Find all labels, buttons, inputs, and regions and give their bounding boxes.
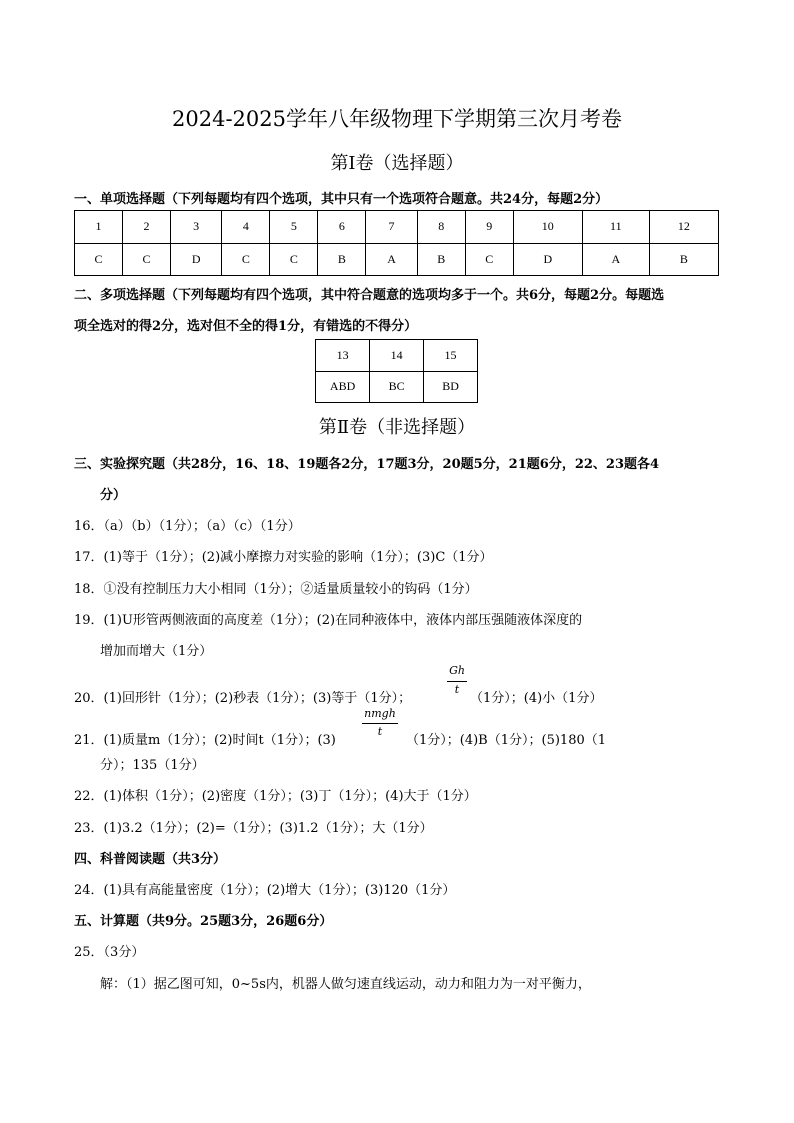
answer-q21-text-after: （1分）；(4)B（1分）；(5)180（1	[406, 733, 607, 748]
q20-fraction-numerator: Gh	[449, 664, 465, 677]
answer-q21-line2: 分）；135（1分）	[100, 758, 205, 773]
question-number: 15	[424, 340, 478, 372]
answer-cell: B	[649, 243, 718, 276]
question-number: 5	[270, 211, 318, 244]
answer-q25-solution: 解：（1）据乙图可知，0~5s内，机器人做匀速直线运动，动力和阻力为一对平衡力，	[100, 977, 591, 992]
answer-q23: 23．(1)3.2（1分）；(2)=（1分）；(3)1.2（1分）；大（1分）	[74, 821, 433, 836]
table-row	[75, 211, 719, 244]
answer-q19-line1: 19．(1)U形管两侧液面的高度差（1分）；(2)在同种液体中，液体内部压强随液体深度的	[74, 613, 583, 628]
table-row	[75, 243, 719, 276]
question-number: 7	[366, 211, 417, 244]
answer-q25-heading: 25．（3分）	[74, 945, 145, 960]
q20-fraction-bar	[447, 681, 467, 682]
multi-choice-answer-table	[315, 339, 478, 403]
answer-q17: 17．(1)等于（1分）；(2)减小摩擦力对实验的影响（1分）；(3)C（1分）	[74, 550, 493, 565]
question-number: 2	[122, 211, 170, 244]
part2-title: 第Ⅱ卷（非选择题）	[318, 417, 476, 438]
answer-q21-text: 21．(1)质量m（1分）；(2)时间t（1分）；(3)	[74, 733, 336, 748]
question-number: 8	[417, 211, 465, 244]
question-number: 1	[75, 211, 123, 244]
question-number: 13	[316, 340, 370, 372]
answer-cell: BD	[424, 371, 478, 403]
answer-cell: D	[513, 243, 582, 276]
answer-cell: BC	[370, 371, 424, 403]
answer-cell: B	[318, 243, 366, 276]
q21-fraction-numerator: nmgh	[364, 707, 396, 720]
answer-q16: 16．（a）（b）（1分）；（a）（c）（1分）	[74, 519, 301, 534]
answer-cell: C	[465, 243, 513, 276]
section4-heading: 四、科普阅读题（共3分）	[74, 852, 227, 867]
question-number: 11	[582, 211, 649, 244]
question-number: 14	[370, 340, 424, 372]
question-number: 9	[465, 211, 513, 244]
table-row	[316, 340, 478, 372]
answer-q20-text-after: （1分）；(4)小（1分）	[470, 691, 603, 706]
q21-fraction-bar	[362, 723, 398, 724]
q21-fraction-denominator: t	[377, 725, 383, 738]
table-row	[316, 371, 478, 403]
page-title: 2024-2025学年八年级物理下学期第三次月考卷	[172, 107, 622, 131]
answer-cell: ABD	[316, 371, 370, 403]
question-number: 6	[318, 211, 366, 244]
answer-q18: 18．①没有控制压力大小相同（1分）；②适量质量较小的钩码（1分）	[74, 582, 478, 597]
answer-cell: C	[122, 243, 170, 276]
section2-heading-line2: 项全选对的得2分，选对但不全的得1分，有错选的不得分）	[74, 319, 418, 334]
part1-title: 第Ⅰ卷（选择题）	[330, 153, 464, 174]
question-number: 4	[222, 211, 270, 244]
section1-heading: 一、单项选择题（下列每题均有四个选项，其中只有一个选项符合题意。共24分，每题2分）	[74, 192, 609, 207]
question-number: 12	[649, 211, 718, 244]
answer-q20-text: 20．(1)回形针（1分）；(2)秒表（1分）；(3)等于（1分）；	[74, 691, 412, 706]
answer-q24: 24．(1)具有高能量密度（1分）；(2)增大（1分）；(3)120（1分）	[74, 883, 456, 898]
section3-heading-line2: 分）	[100, 488, 127, 503]
answer-cell: C	[270, 243, 318, 276]
q20-fraction-denominator: t	[454, 683, 460, 696]
question-number: 3	[170, 211, 221, 244]
section3-heading-line1: 三、实验探究题（共28分，16、18、19题各2分，17题3分，20题5分，21题6分，22、23题各4	[74, 457, 660, 472]
answer-cell: C	[75, 243, 123, 276]
answer-q19-line2: 增加而增大（1分）	[100, 644, 213, 659]
answer-cell: C	[222, 243, 270, 276]
section2-heading-line1: 二、多项选择题（下列每题均有四个选项，其中符合题意的选项均多于一个。共6分，每题2分。每题选	[74, 288, 665, 303]
answer-cell: A	[366, 243, 417, 276]
single-choice-answer-table	[74, 210, 719, 276]
answer-q22: 22．(1)体积（1分）；(2)密度（1分）；(3)丁（1分）；(4)大于（1分）	[74, 789, 477, 804]
answer-cell: D	[170, 243, 221, 276]
answer-cell: A	[582, 243, 649, 276]
answer-cell: B	[417, 243, 465, 276]
question-number: 10	[513, 211, 582, 244]
section5-heading: 五、计算题（共9分。25题3分，26题6分）	[74, 914, 333, 929]
